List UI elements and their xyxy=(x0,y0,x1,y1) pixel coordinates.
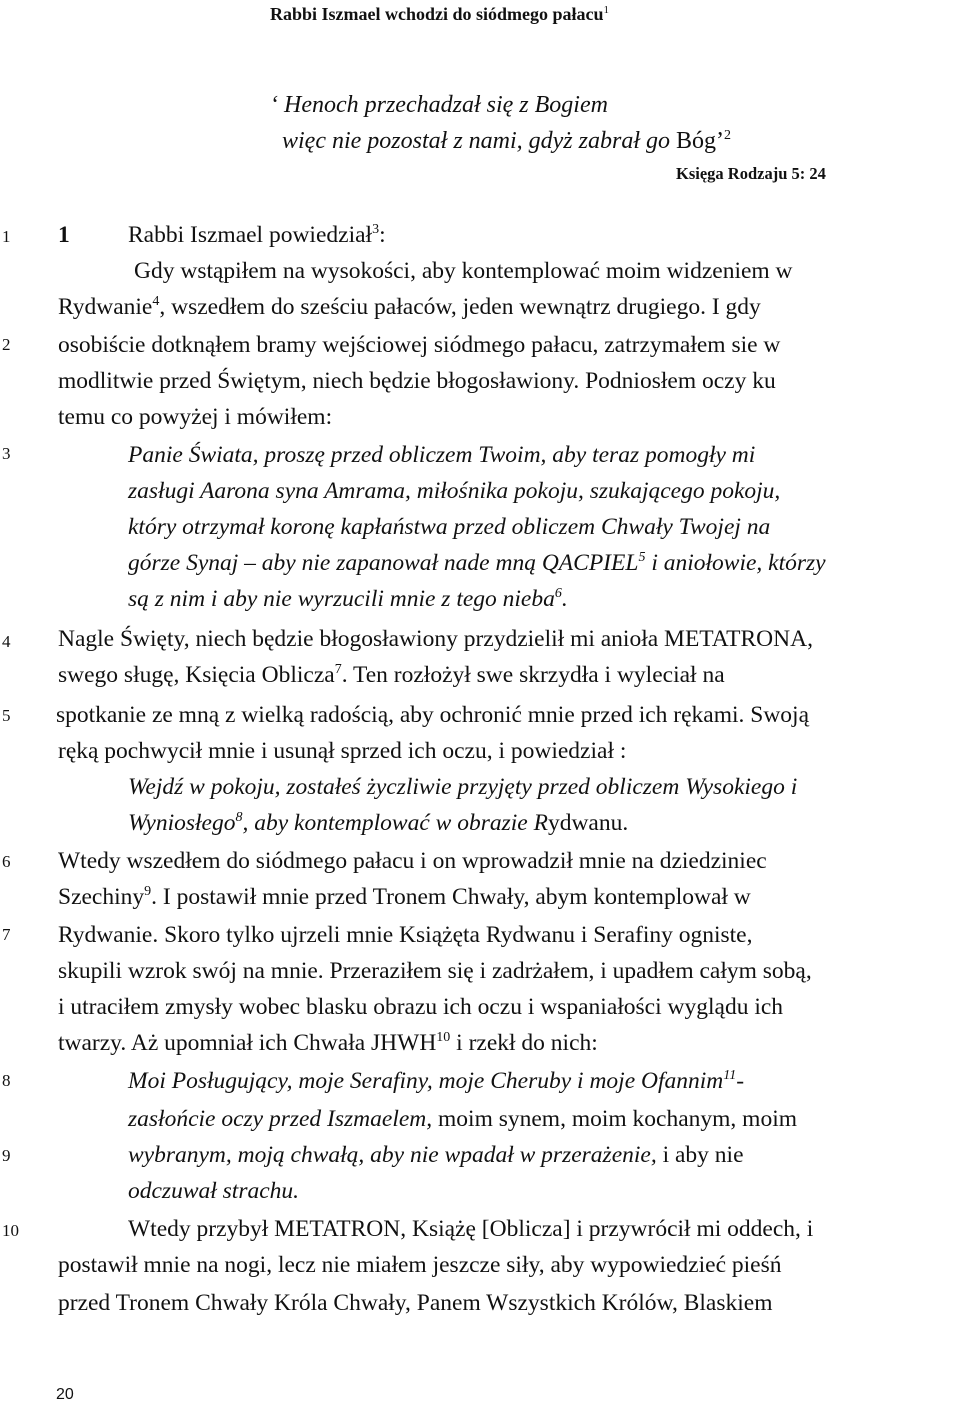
line-text-part: Wyniosłego xyxy=(128,810,236,836)
epigraph-line-2 xyxy=(282,128,731,155)
line-text xyxy=(58,660,725,690)
text-line xyxy=(0,660,960,696)
text-line xyxy=(0,1214,960,1250)
line-text: przed Tronem Chwały Króla Chwały, Panem Wszystkich Królów, Blaskiem xyxy=(58,1290,773,1316)
line-text-part: , aby kontemplować w obrazie R xyxy=(242,810,548,836)
line-text xyxy=(128,548,826,578)
line-text: zasługi Aarona syna Amrama, miłośnika pokoju, szukającego pokoju, xyxy=(128,478,781,504)
text-line xyxy=(0,440,960,476)
line-text: temu co powyżej i mówiłem: xyxy=(58,404,333,430)
text-line xyxy=(0,700,960,736)
text-line xyxy=(0,366,960,402)
text-line xyxy=(0,1140,960,1176)
epigraph-text: więc nie pozostał z nami, gdyż zabrał go xyxy=(282,128,670,154)
line-text-part: , wszedłem do sześciu pałaców, jeden wewnątrz drugiego. I gdy xyxy=(159,294,761,320)
line-text: odczuwał strachu. xyxy=(128,1178,300,1204)
line-text xyxy=(128,584,568,614)
line-text: i utraciłem zmysły wobec blasku obrazu ich oczu i wspaniałości wyglądu ich xyxy=(58,994,784,1020)
line-text xyxy=(128,220,386,250)
text-line xyxy=(0,772,960,808)
line-text-part: Rabbi Iszmael powiedział xyxy=(128,222,373,248)
text-line xyxy=(0,476,960,512)
line-text xyxy=(128,1140,744,1170)
text-line xyxy=(0,992,960,1028)
line-text-part: Moi Posługujący, moje Serafiny, moje Cheruby i moje Ofannim xyxy=(128,1068,724,1094)
footnote-ref: 1 xyxy=(603,4,610,16)
line-text-part: wybranym, moją chwałą, aby nie wpadał w przerażenie, xyxy=(128,1142,657,1168)
line-text xyxy=(58,882,751,912)
line-text: Wtedy wszedłem do siódmego pałacu i on wprowadził mnie na dziedziniec xyxy=(58,848,767,874)
line-text xyxy=(128,808,628,838)
line-text xyxy=(128,1066,744,1096)
line-text-part: . xyxy=(561,586,568,612)
line-text-part: i rzekł do nich: xyxy=(450,1030,598,1056)
margin-number: 2 xyxy=(2,335,11,354)
epigraph-line-1: ‘ Henoch przechadzał się z Bogiem xyxy=(270,92,608,118)
line-text: skupili wzrok swój na mnie. Przeraziłem się i zadrżałem, i upadłem całym sobą, xyxy=(58,958,812,984)
line-text-part: i aniołowie, którzy xyxy=(645,550,826,576)
line-text-part: ydwanu. xyxy=(547,810,629,836)
line-text-part: są z nim i aby nie wyrzucili mnie z tego nieba xyxy=(128,586,555,612)
margin-number: 6 xyxy=(2,852,11,871)
page-number: 20 xyxy=(56,1386,74,1403)
line-text-part: Szechiny xyxy=(58,884,145,910)
text-line xyxy=(0,292,960,328)
text-line xyxy=(0,1288,960,1324)
text-line xyxy=(0,882,960,918)
text-line xyxy=(0,920,960,956)
line-text: spotkanie ze mną z wielką radością, aby ochronić mnie przed ich rękami. Swoją xyxy=(56,702,810,728)
chapter-title xyxy=(270,4,609,25)
line-text-part: - xyxy=(736,1068,745,1094)
line-text: Panie Świata, proszę przed obliczem Twoim, aby teraz pomogły mi xyxy=(128,442,756,468)
footnote-ref: 4 xyxy=(152,294,160,310)
text-line xyxy=(0,330,960,366)
line-text: który otrzymał koronę kapłaństwa przed obliczem Chwały Twojej na xyxy=(128,514,771,540)
margin-number: 1 xyxy=(2,227,11,246)
margin-number: 10 xyxy=(2,1221,19,1240)
text-line xyxy=(0,512,960,548)
line-text-part: . I postawił mnie przed Tronem Chwały, abym kontemplował w xyxy=(151,884,751,910)
line-text: Wtedy przybył METATRON, Książę [Oblicza] i przywrócił mi oddech, i xyxy=(128,1216,814,1242)
line-text-part: swego sługę, Księcia Oblicza xyxy=(58,662,335,688)
line-text-part: twarzy. Aż upomniał ich Chwała JHWH xyxy=(58,1030,437,1056)
line-text: Rydwanie. Skoro tylko ujrzeli mnie Książęta Rydwanu i Serafiny ogniste, xyxy=(58,922,753,948)
line-text-part: i aby nie xyxy=(656,1142,744,1168)
text-line xyxy=(0,808,960,844)
line-text: postawił mnie na nogi, lecz nie miałem jeszcze siły, aby wypowiedzieć pieśń xyxy=(58,1252,782,1278)
text-line xyxy=(0,1104,960,1140)
line-text: osobiście dotknąłem bramy wejściowej siódmego pałacu, zatrzymałem sie w xyxy=(58,332,781,358)
line-text xyxy=(58,292,761,322)
text-line xyxy=(0,1176,960,1212)
text-line xyxy=(0,956,960,992)
text-line xyxy=(0,402,960,438)
footnote-ref: 9 xyxy=(144,884,152,900)
text-line xyxy=(0,624,960,660)
line-text-part: zasłońcie oczy przed Iszmaelem, xyxy=(128,1106,433,1132)
footnote-ref: 2 xyxy=(724,128,731,143)
line-text: modlitwie przed Świętym, niech będzie błogosławiony. Podniosłem oczy ku xyxy=(58,368,776,394)
text-line xyxy=(0,1066,960,1102)
line-text xyxy=(128,1104,797,1134)
text-line xyxy=(0,256,960,292)
margin-number: 4 xyxy=(2,632,11,651)
line-text: Wejdź w pokoju, zostałeś życzliwie przyjęty przed obliczem Wysokiego i xyxy=(128,774,798,800)
footnote-ref: 3 xyxy=(372,222,380,238)
text-line xyxy=(0,736,960,772)
text-line xyxy=(0,1250,960,1286)
margin-number: 5 xyxy=(2,706,11,725)
verse-number: 1 xyxy=(58,222,70,248)
line-text-part: górze Synaj – aby nie zapanował nade mną QACPIEL xyxy=(128,550,639,576)
margin-number: 8 xyxy=(2,1071,11,1090)
footnote-ref: 11 xyxy=(723,1068,737,1084)
line-text-part: . Ten rozłożył swe skrzydła i wyleciał na xyxy=(341,662,725,688)
line-text-part: moim synem, moim kochanym, moim xyxy=(432,1106,798,1132)
chapter-title-text: Rabbi Iszmael wchodzi do siódmego pałacu xyxy=(270,4,604,24)
footnote-ref: 5 xyxy=(638,550,646,566)
footnote-ref: 10 xyxy=(436,1030,451,1046)
footnote-ref: 6 xyxy=(554,586,562,602)
margin-number: 9 xyxy=(2,1146,11,1165)
line-text: ręką pochwycił mnie i usunął sprzed ich oczu, i powiedział : xyxy=(58,738,627,764)
footnote-ref: 8 xyxy=(235,810,243,826)
text-line xyxy=(0,548,960,584)
line-text-part: Rydwanie xyxy=(58,294,153,320)
epigraph-text: Bóg’ xyxy=(676,128,724,154)
footnote-ref: 7 xyxy=(334,662,342,678)
text-line xyxy=(0,846,960,882)
text-line xyxy=(0,584,960,620)
epigraph-source: Księga Rodzaju 5: 24 xyxy=(676,164,826,183)
line-text: Gdy wstąpiłem na wysokości, aby kontemplować moim widzeniem w xyxy=(134,258,793,284)
line-text-part: : xyxy=(379,222,386,248)
text-line xyxy=(0,1028,960,1064)
line-text: Nagle Święty, niech będzie błogosławiony przydzielił mi anioła METATRONA, xyxy=(58,626,813,652)
line-text xyxy=(58,1028,598,1058)
text-line xyxy=(0,220,960,256)
margin-number: 3 xyxy=(2,444,11,463)
margin-number: 7 xyxy=(2,925,11,944)
